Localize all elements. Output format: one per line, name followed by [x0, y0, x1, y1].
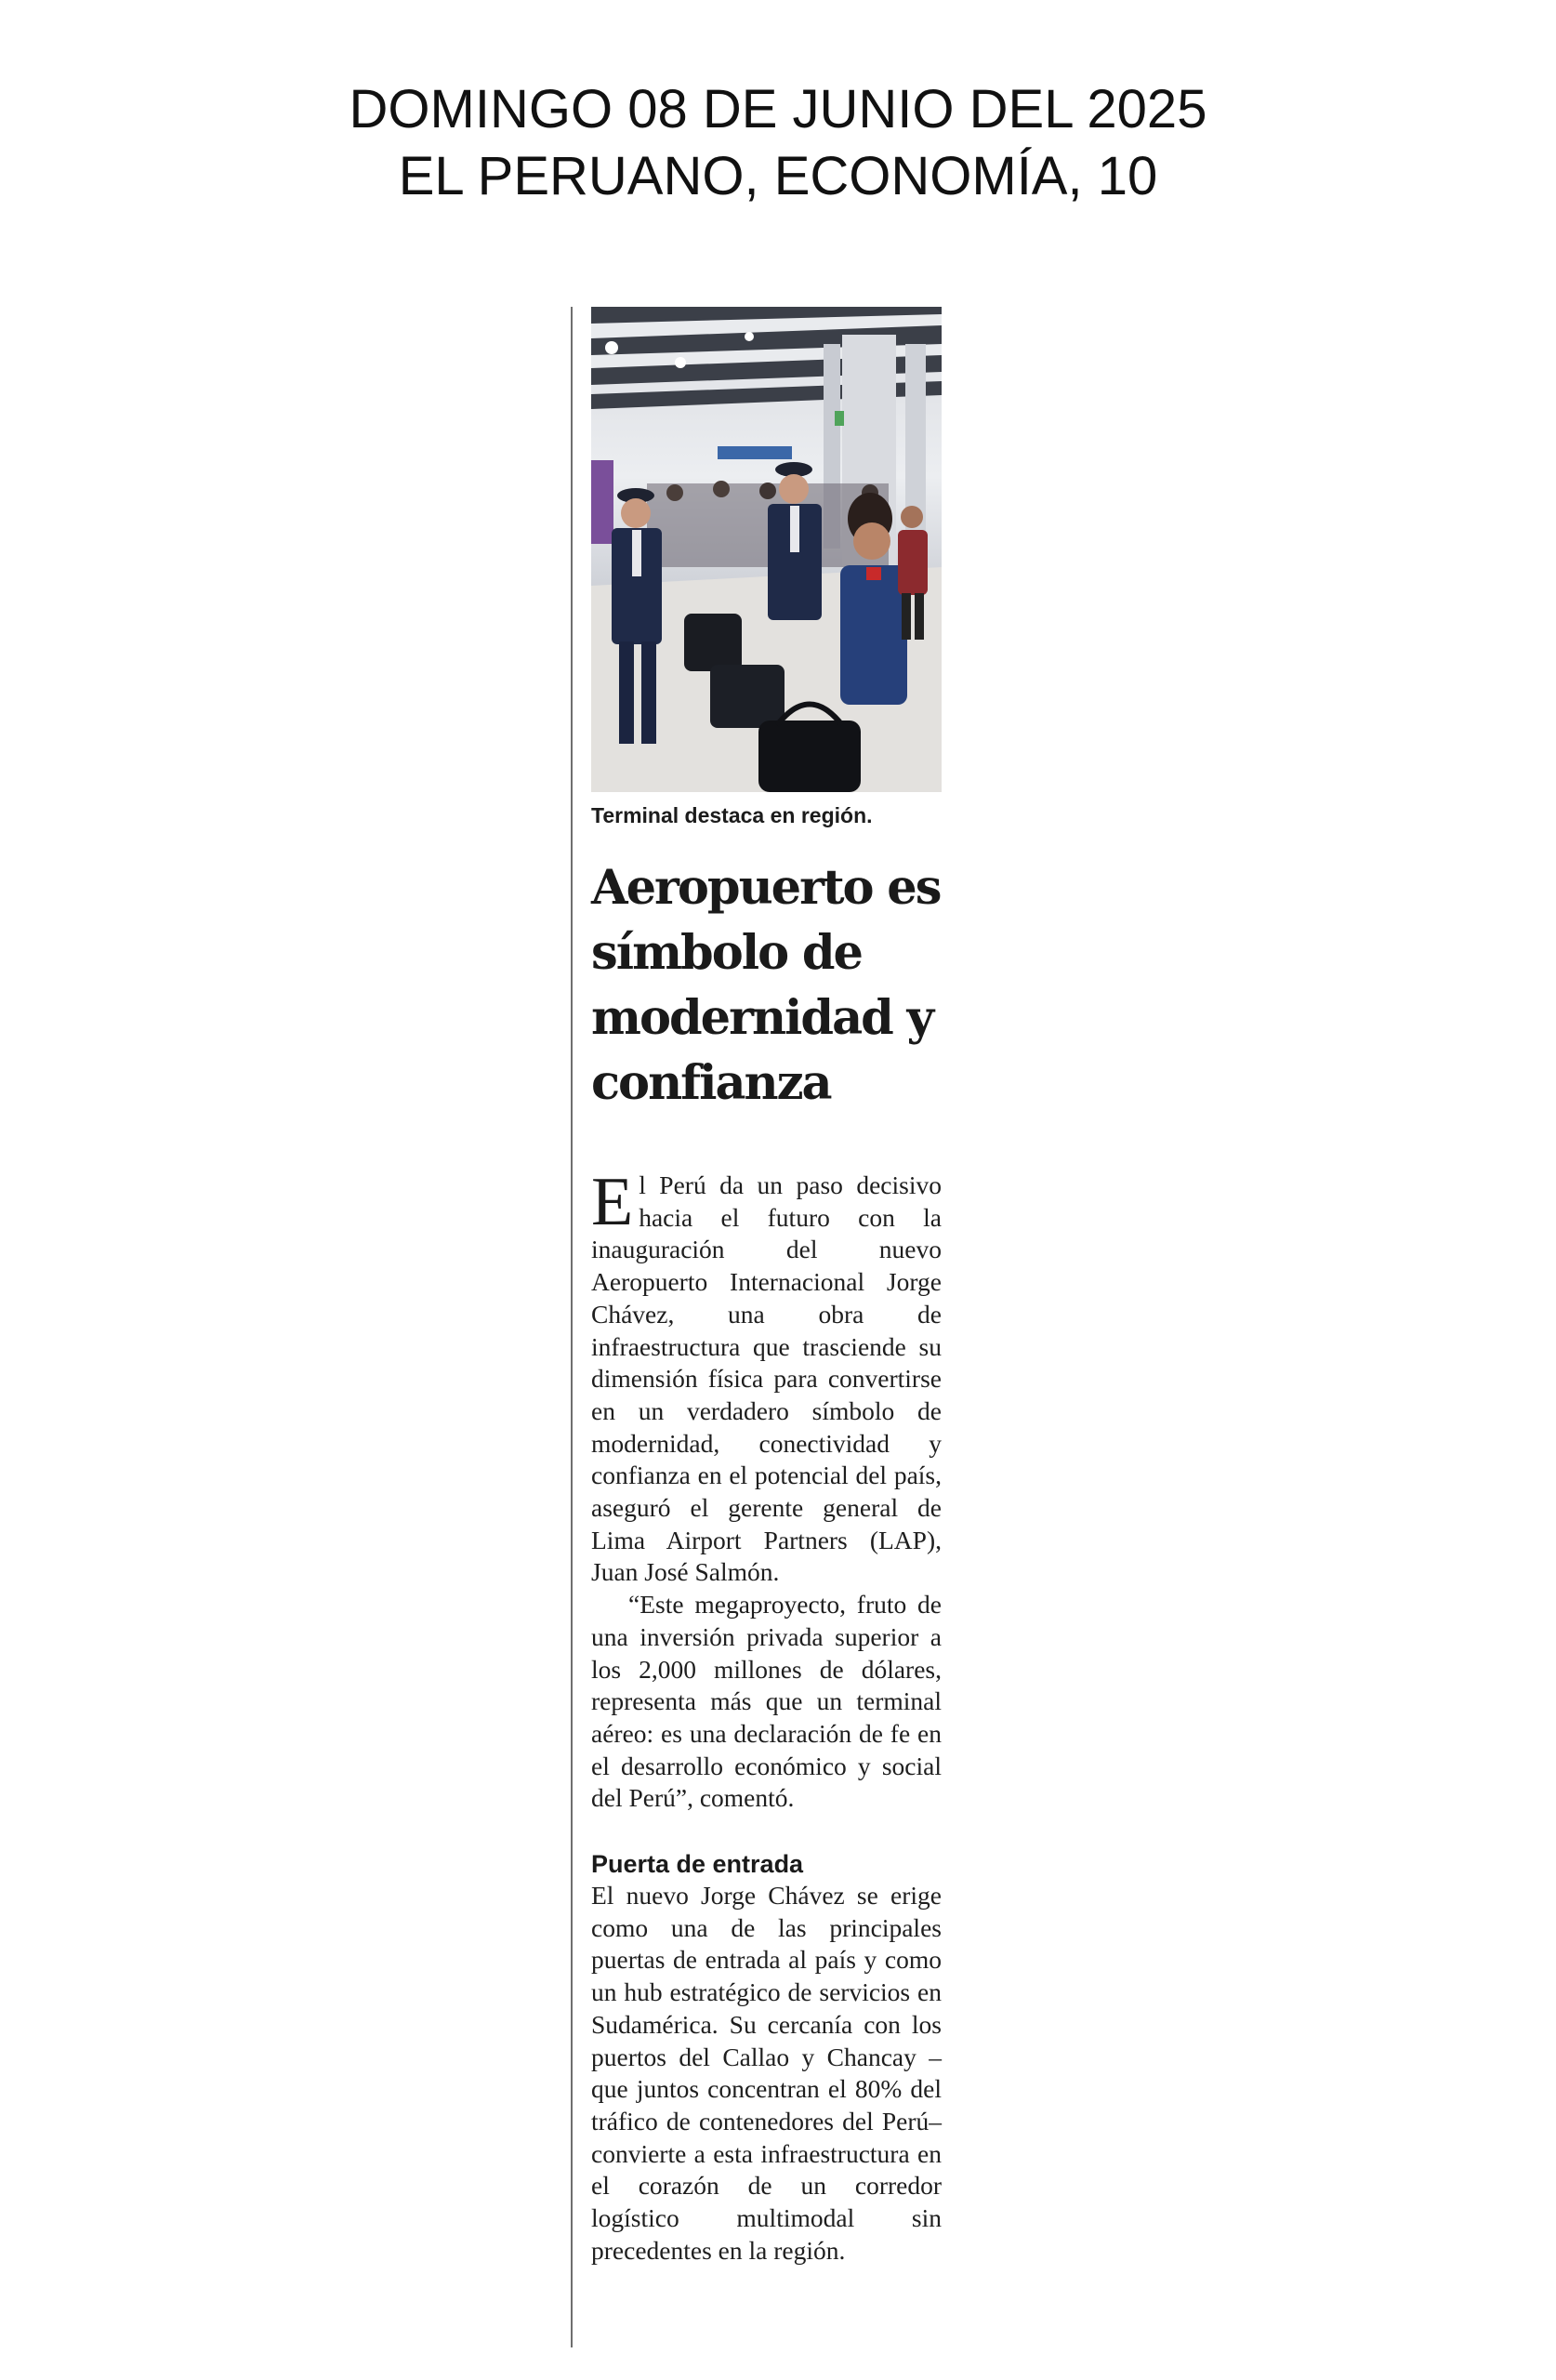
paragraph-1 [591, 1164, 942, 1589]
section-subhead: Puerta de entrada [591, 1850, 804, 1879]
article-body [591, 1164, 942, 2268]
article-column [591, 307, 942, 2268]
header-section: EL PERUANO, ECONOMÍA, 10 [398, 146, 1158, 206]
column-rule [571, 307, 573, 2347]
airport-terminal-photo [591, 307, 942, 792]
page-header [0, 76, 1556, 210]
photo-caption: Terminal destaca en región. [591, 803, 873, 827]
paragraph-2: “Este megaproyecto, fruto de una inversión privada superior a los 2,000 millones de dólares, representa más que un terminal aéreo: es una declaración de fe en el desarrollo económico y social del Perú”, comentó. [591, 1590, 942, 1813]
drop-cap: E [591, 1164, 634, 1240]
header-date: DOMINGO 08 DE JUNIO DEL 2025 [349, 79, 1207, 139]
article-headline: Aeropuerto es símbolo de modernidad y confianza [591, 860, 941, 1111]
paragraph-1-text: l Perú da un paso decisivo hacia el futuro con la inauguración del nuevo Aeropuerto Internacional Jorge Chávez, una obra de infraestructura que trasciende su dimensión física para convertirse en un verdadero símbolo de modernidad, conectividad y confianza en el potencial del país, aseguró el gerente general de Lima Airport Partners (LAP), Juan José Salmón. [591, 1170, 942, 1587]
paragraph-3: El nuevo Jorge Chávez se erige como una de las principales puertas de entrada al país y como un hub estratégico de servicios en Sudamérica. Su cercanía con los puertos del Callao y Chancay –que juntos concentran el 80% del tráfico de contenedores del Perú– convierte a esta infraestructura en el corazón de un corredor logístico multimodal sin precedentes en la región. [591, 1881, 942, 2265]
photo-illustration [591, 307, 942, 792]
